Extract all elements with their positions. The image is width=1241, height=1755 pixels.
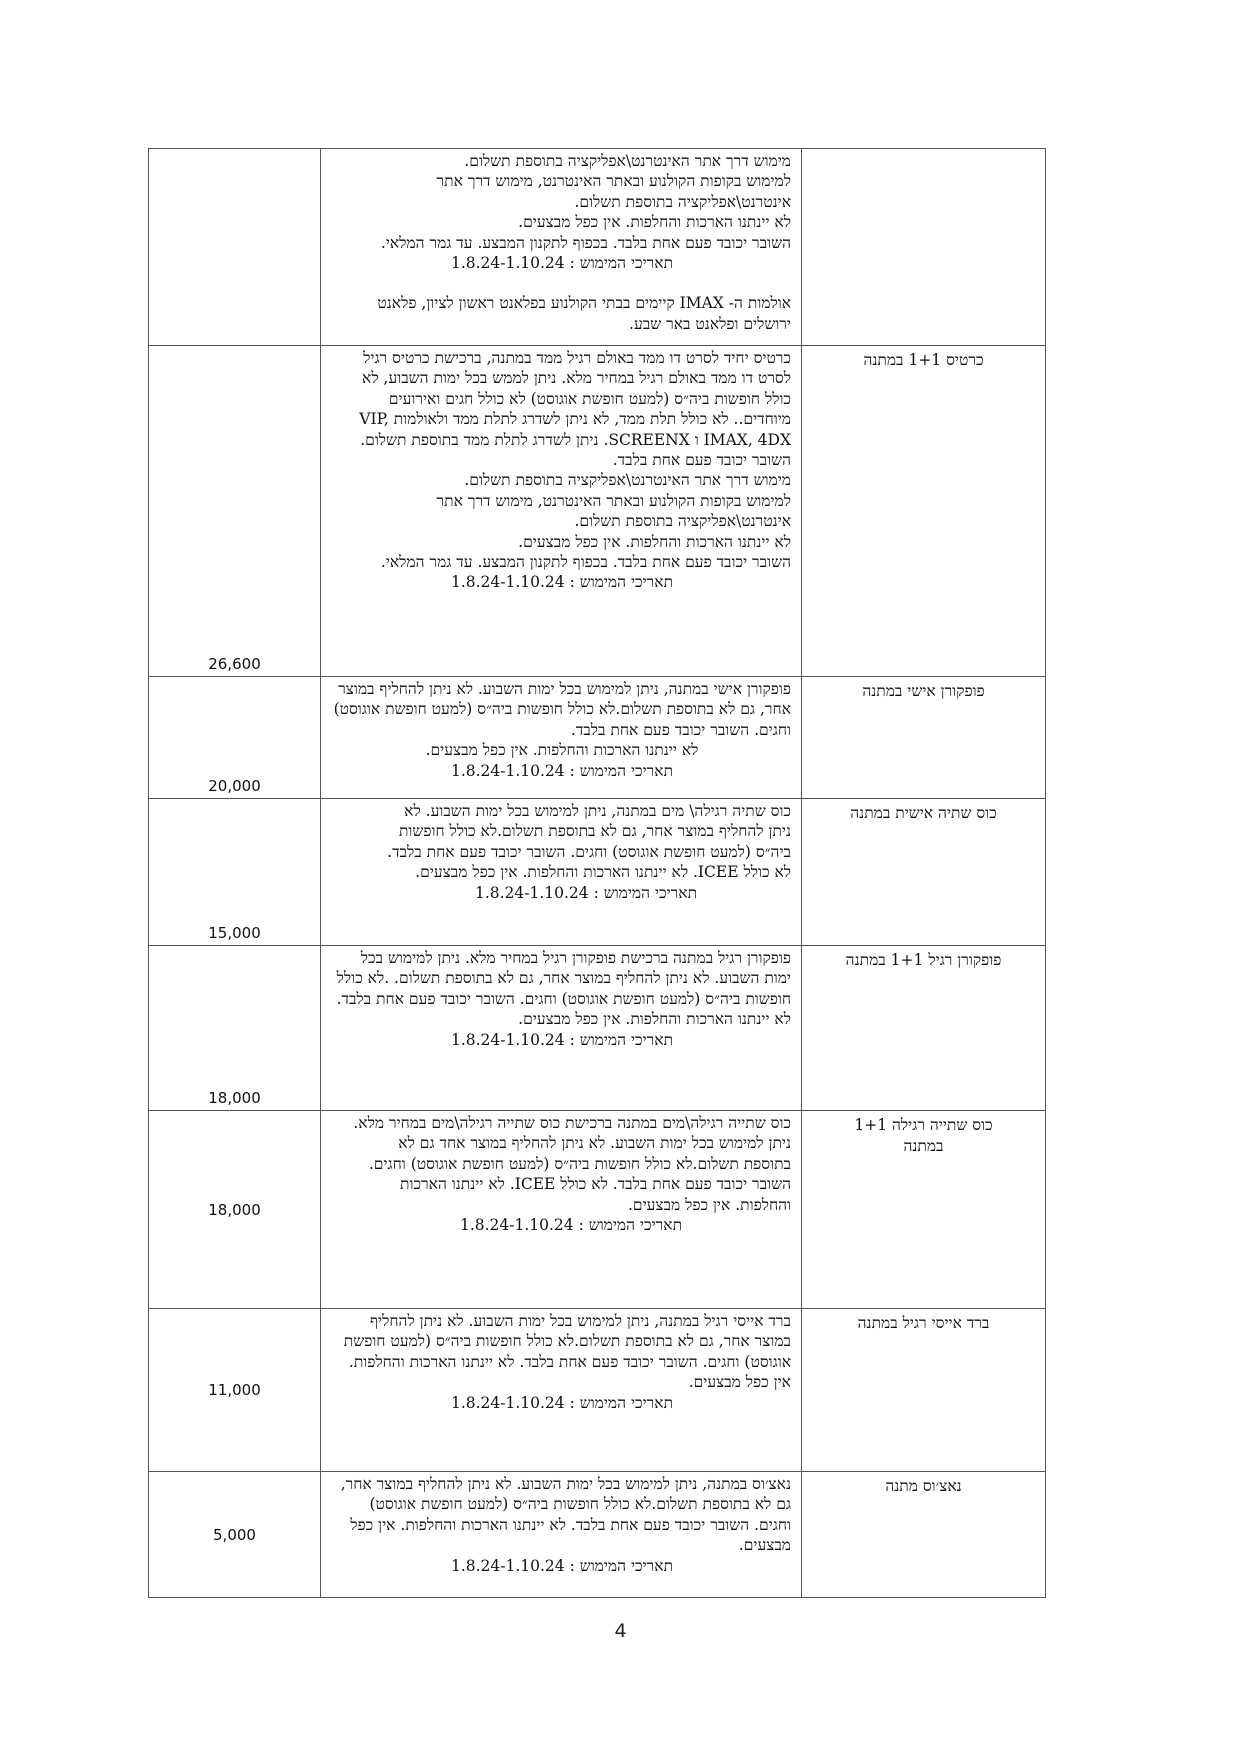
description-cell xyxy=(321,1309,802,1472)
description-line: השובר יכובד פעם אחת בלבד. בכפוף לתקנון המבצע. עד גמר המלאי. xyxy=(380,553,791,572)
quantity-value: 18,000 xyxy=(208,1200,261,1219)
quantity-value: 26,600 xyxy=(208,655,261,673)
redemption-dates: תאריכי המימוש : 1.8.24-1.10.24 xyxy=(474,883,698,902)
redemption-dates: תאריכי המימוש : 1.8.24-1.10.24 xyxy=(450,1393,674,1412)
redemption-dates: תאריכי המימוש : 1.8.24-1.10.24 xyxy=(459,1216,683,1235)
quantity-cell xyxy=(149,149,321,346)
description-cell xyxy=(321,799,802,946)
item-name-cell xyxy=(802,677,1046,799)
description-cell xyxy=(321,149,802,346)
redemption-dates: תאריכי המימוש : 1.8.24-1.10.24 xyxy=(450,1556,674,1575)
redemption-dates: תאריכי המימוש : 1.8.24-1.10.24 xyxy=(450,254,674,273)
table-row xyxy=(149,1309,1046,1472)
quantity-cell xyxy=(149,799,321,946)
item-name: כוס שתיה אישית במתנה xyxy=(850,804,997,822)
quantity-value: 11,000 xyxy=(208,1381,261,1399)
item-name-cell xyxy=(802,946,1046,1111)
description-cell xyxy=(321,1472,802,1598)
quantity-value: 20,000 xyxy=(208,777,261,795)
table-row xyxy=(149,946,1046,1111)
table-row xyxy=(149,149,1046,346)
description-line: פופקורן רגיל במתנה ברכישת פופקורן רגיל במחיר מלא. ניתן למימוש בכל ימות השבוע. לא ניתן להחליף במוצר אחר, גם לא בתוספת תשלום. .לא כולל חופשות ביה״ס (למעט חופשת אוגוסט) וחגים. השובר יכובד פעם אחת בלבד. לא יינתנו הארכות והחלפות. אין כפל מבצעים. xyxy=(336,949,791,1029)
item-name: כרטיס 1+1 במתנה xyxy=(863,351,984,369)
item-name-cell xyxy=(802,799,1046,946)
table-row xyxy=(149,1472,1046,1598)
quantity-cell xyxy=(149,1309,321,1472)
quantity-cell xyxy=(149,346,321,677)
item-name-cell xyxy=(802,149,1046,346)
item-name: נאצ׳וס מתנה xyxy=(885,1477,962,1495)
item-name-cell xyxy=(802,1111,1046,1309)
description-line: למימוש בקופות הקולנוע ובאתר האינטרנט, מימוש דרך אתר אינטרנט\אפליקציה בתוספת תשלום. xyxy=(436,172,791,211)
description-line: למימוש בקופות הקולנוע ובאתר האינטרנט, מימוש דרך אתר אינטרנט\אפליקציה בתוספת תשלום. xyxy=(436,491,791,531)
item-name: ברד אייסי רגיל במתנה xyxy=(857,1314,990,1332)
item-name-cell xyxy=(802,346,1046,677)
description-line: נאצ׳וס במתנה, ניתן למימוש בכל ימות השבוע. לא ניתן להחליף במוצר אחר, גם לא בתוספת תשלום.לא כולל חופשות ביה״ס (למעט חופשת אוגוסט) וחגים. השובר יכובד פעם אחת בלבד. לא יינתנו הארכות והחלפות. אין כפל מבצעים. xyxy=(340,1475,791,1555)
page-number: 4 xyxy=(614,1620,627,1642)
item-name xyxy=(802,149,1045,153)
description-line: ברד אייסי רגיל במתנה, ניתן למימוש בכל ימות השבוע. לא ניתן להחליף במוצר אחר, גם לא בתוספת תשלום.לא כולל חופשות ביה״ס (למעט חופשת אוגוסט) וחגים. השובר יכובד פעם אחת בלבד. לא יינתנו הארכות והחלפות. אין כפל מבצעים. xyxy=(343,1312,791,1392)
description-cell xyxy=(321,946,802,1111)
item-name: פופקורן אישי במתנה xyxy=(862,682,985,700)
quantity-cell xyxy=(149,1472,321,1598)
redemption-dates: תאריכי המימוש : 1.8.24-1.10.24 xyxy=(450,761,674,780)
description-line: כרטיס יחיד לסרט דו ממד באולם רגיל ממד במתנה, ברכישת כרטיס רגיל לסרט דו ממד באולם רגיל במחיר מלא. ניתן לממש בכל ימות השבוע, לא כולל חופשות ביה״ס (למעט חופשת אוגוסט) לא כולל חגים ואירועים מיוחדים.. לא כולל תלת ממד, לא ניתן לשדרג לתלת ממד ולאולמות VIP, IMAX, 4DX ו SCREENX. ניתן לשדרג לתלת ממד בתוספת תשלום. השובר יכובד פעם אחת בלבד. xyxy=(359,349,791,470)
table-row xyxy=(149,799,1046,946)
description-line: לא יינתנו הארכות והחלפות. אין כפל מבצעים. xyxy=(518,213,791,232)
item-name: כוס שתייה רגילה 1+1 במתנה xyxy=(854,1116,993,1155)
item-name-cell xyxy=(802,1309,1046,1472)
quantity-cell xyxy=(149,1111,321,1309)
description-cell xyxy=(321,1111,802,1309)
description-line: כוס שתיה רגילה\ מים במתנה, ניתן למימוש בכל ימות השבוע. לא ניתן להחליף במוצר אחר, גם לא בתוספת תשלום.לא כולל חופשות ביה״ס (למעט חופשת אוגוסט) וחגים. השובר יכובד פעם אחת בלבד. לא כולל ICEE. לא יינתנו הארכות והחלפות. אין כפל מבצעים. xyxy=(387,802,791,882)
quantity-value: 15,000 xyxy=(208,924,261,942)
description-line: לא יינתנו הארכות והחלפות. אין כפל מבצעים. xyxy=(425,741,699,760)
item-name: פופקורן רגיל 1+1 במתנה xyxy=(845,951,1002,969)
description-line: השובר יכובד פעם אחת בלבד. בכפוף לתקנון המבצע. עד גמר המלאי. xyxy=(380,233,791,252)
table-row xyxy=(149,677,1046,799)
item-name-cell xyxy=(802,1472,1046,1598)
vouchers-table xyxy=(148,148,1046,1598)
redemption-dates: תאריכי המימוש : 1.8.24-1.10.24 xyxy=(450,573,674,592)
description-line: מימוש דרך אתר האינטרנט\אפליקציה בתוספת תשלום. xyxy=(464,471,791,490)
description-line: לא יינתנו הארכות והחלפות. אין כפל מבצעים. xyxy=(518,532,791,551)
table-row xyxy=(149,1111,1046,1309)
redemption-dates: תאריכי המימוש : 1.8.24-1.10.24 xyxy=(450,1030,674,1049)
quantity-value: 5,000 xyxy=(213,1525,256,1544)
description-cell xyxy=(321,346,802,677)
description-line: מימוש דרך אתר האינטרנט\אפליקציה בתוספת תשלום. xyxy=(464,152,791,170)
imax-note: אולמות ה- IMAX קיימים בבתי הקולנוע בפלאנט ראשון לציון, פלאנט ירושלים ופלאנט באר שבע. xyxy=(377,294,791,333)
quantity-value: 18,000 xyxy=(208,1089,261,1107)
quantity-cell xyxy=(149,946,321,1111)
table-row xyxy=(149,346,1046,677)
description-line: כוס שתייה רגילה\מים במתנה ברכישת כוס שתייה רגילה\מים במחיר מלא. ניתן למימוש בכל ימות השבוע. לא ניתן להחליף במוצר אחד גם לא בתוספת תשלום.לא כולל חופשות ביה״ס (למעט חופשת אוגוסט) וחגים. השובר יכובד פעם אחת בלבד. לא כולל ICEE. לא יינתנו הארכות והחלפות. אין כפל מבצעים. xyxy=(353,1114,791,1214)
description-line: פופקורן אישי במתנה, ניתן למימוש בכל ימות השבוע. לא ניתן להחליף במוצר אחר, גם לא בתוספת תשלום.לא כולל חופשות ביה״ס (למעט חופשת אוגוסט) וחגים. השובר יכובד פעם אחת בלבד. xyxy=(333,680,791,739)
quantity-cell xyxy=(149,677,321,799)
description-cell xyxy=(321,677,802,799)
